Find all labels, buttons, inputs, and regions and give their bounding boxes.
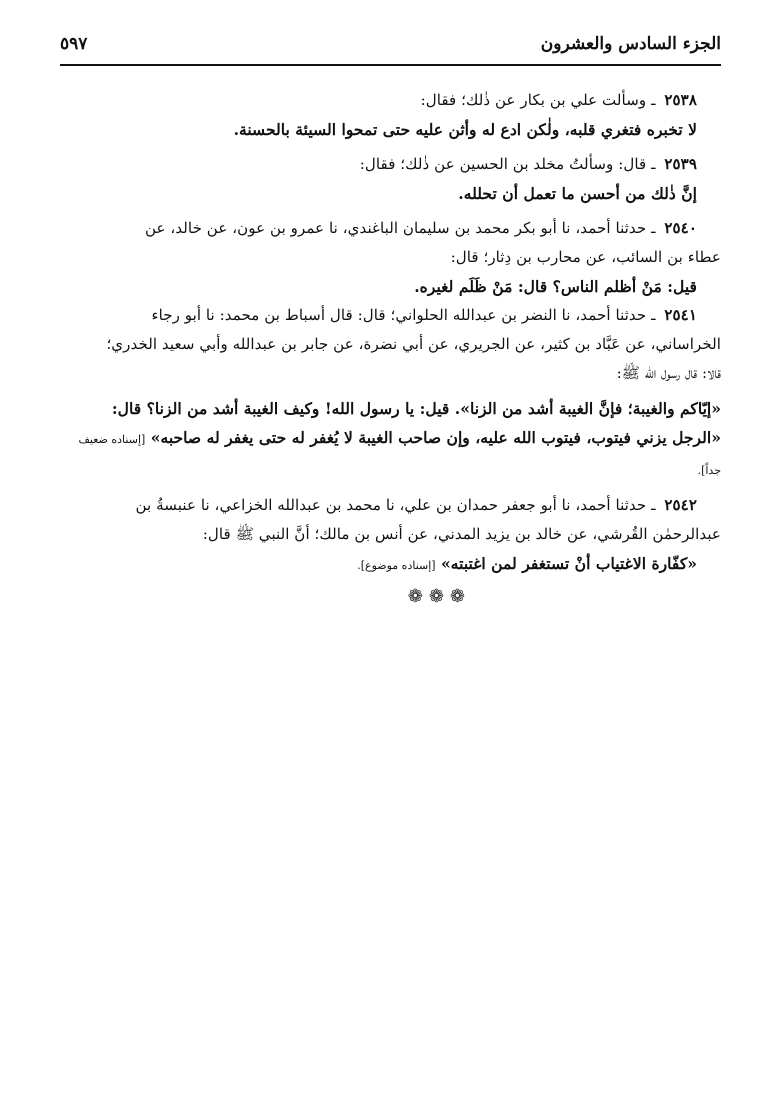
grading-note: [إسناده موضوع]. <box>357 559 436 572</box>
flower-ornament-icon: ❁ <box>449 586 471 607</box>
narration-text: ـ وسألت علي بن بكار عن ذٰلك؛ فقال: <box>420 91 656 109</box>
narration-text: ـ حدثنا أحمد، نا النضر بن عبدالله الحلواني؛ قال: قال أسباط بن محمد: نا أبو رجاء <box>151 306 656 324</box>
page-number: ٥٩٧ <box>60 34 88 54</box>
entry-2539-text: إنَّ ذٰلك من أحسن ما تعمل أن تحلله. <box>458 184 697 203</box>
narration-text: ـ حدثنا أحمد، نا أبو بكر محمد بن سليمان الباغندي، نا عمرو بن عون، عن خالد، عن <box>144 219 656 237</box>
page-body <box>58 86 721 611</box>
entry-2540-cont: عطاء بن السائب، عن محارب بن دِثار؛ قال: <box>450 248 721 266</box>
page-header <box>60 30 721 66</box>
entry-2541-intro <box>58 301 721 330</box>
entry-number: ٢٥٤١ <box>664 306 697 324</box>
flower-ornament-icon: ❁ <box>407 586 429 607</box>
entry-2538-text: لا تخبره فتغري قلبه، ولٰكن ادع له وأثن عليه حتى تمحوا السيئة بالحسنة. <box>233 120 697 139</box>
narration-text: ـ قال: وسألتُ مخلد بن الحسين عن ذٰلك؛ فقال: <box>359 155 656 173</box>
entry-number: ٢٥٣٩ <box>664 155 697 173</box>
entry-2540-text: قيل: مَنْ أظلم الناس؟ قال: مَنْ ظَلَم لغيره. <box>414 277 697 296</box>
entry-2542-intro <box>58 491 721 520</box>
entry-2541-text: «إيّاكم والغيبة؛ فإنَّ الغيبة أشد من الزنا». قيل: يا رسول الله! وكيف الغيبة أشد من الزنا؟ قال: <box>111 399 721 418</box>
entry-2538-intro <box>58 86 721 115</box>
section-ornament <box>58 582 721 611</box>
hadith-text: «الرجل يزني فيتوب، فيتوب الله عليه، وإن صاحب الغيبة لا يُغفر له حتى يغفر له صاحبه» <box>150 428 721 447</box>
entry-number: ٢٥٤٠ <box>664 219 697 237</box>
entry-number: ٢٥٤٢ <box>664 496 697 514</box>
running-title: الجزء السادس والعشرون <box>540 34 721 54</box>
entry-2540-intro <box>58 214 721 243</box>
entry-2539-intro <box>58 150 721 179</box>
entry-2542-text <box>58 549 721 580</box>
narration-text: ـ حدثنا أحمد، نا أبو جعفر حمدان بن علي، نا محمد بن عبدالله الخزاعي، نا عنبسةُ بن <box>135 496 656 514</box>
hadith-text: «كفّارة الاغتياب أنْ تستغفر لمن اغتبته» <box>441 554 697 573</box>
entry-2542-cont: عبدالرحمٰن القُرشي، عن خالد بن يزيد المدني، عن أنس بن مالك؛ أنَّ النبي ﷺ قال: <box>202 525 721 543</box>
entry-number: ٢٥٣٨ <box>664 91 697 109</box>
entry-2541-cont: قالا: قال رسول الله ﷺ: <box>616 364 721 382</box>
entry-2541-text <box>58 423 721 485</box>
grading-note: [إسناده ضعيف جداً]. <box>78 433 721 477</box>
flower-ornament-icon: ❁ <box>428 586 450 607</box>
entry-2541-cont: الخراساني، عن عَبَّاد بن كثير، عن الجريري، عن أبي نضرة، عن جابر بن عبدالله وأبي سعيد الخدري؛ <box>106 335 721 353</box>
